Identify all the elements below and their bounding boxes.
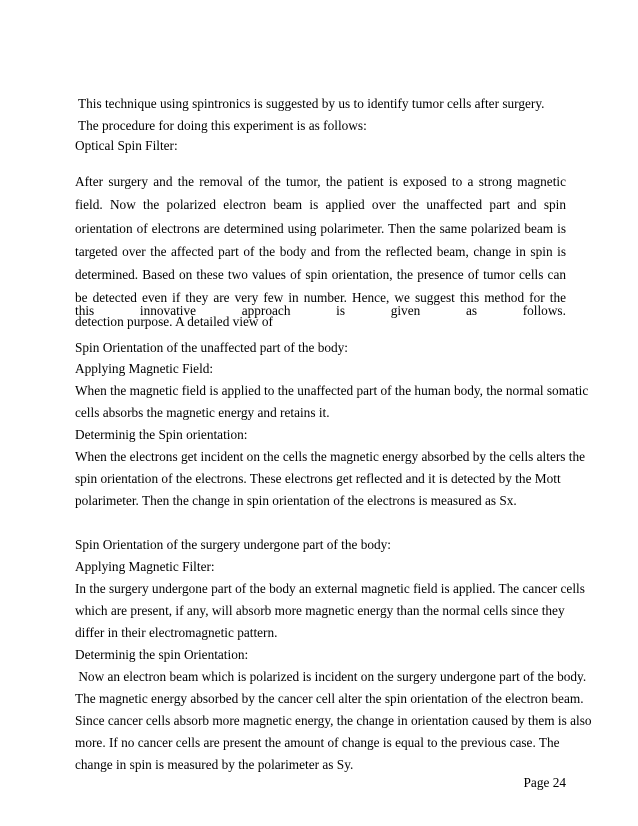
page-number: Page 24 <box>523 775 566 790</box>
subheading-determining-spin-2: Determinig the spin Orientation: <box>75 647 249 662</box>
word: innovative <box>139 303 197 318</box>
text-line: which are present, if any, will absorb more magnetic energy than the normal cells since they <box>75 603 565 618</box>
text-line: The magnetic energy absorbed by the cancer cell alter the spin orientation of the electron beam. <box>75 691 584 706</box>
intro-line-2: The procedure for doing this experiment is as follows: <box>78 118 367 133</box>
word: as <box>465 303 478 318</box>
subheading-applying-magnetic-field: Applying Magnetic Field: <box>75 361 214 376</box>
word: given <box>390 303 421 318</box>
word: this <box>75 303 95 318</box>
text-line: When the electrons get incident on the cells the magnetic energy absorbed by the cells alters the <box>75 449 586 464</box>
word: follows. <box>522 303 566 318</box>
text-line: polarimeter. Then the change in spin orientation of the electrons is measured as Sx. <box>75 493 517 508</box>
text-line: more. If no cancer cells are present the amount of change is equal to the previous case. The <box>75 735 560 750</box>
text-line: cells absorbs the magnetic energy and retains it. <box>75 405 330 420</box>
intro-line-1: This technique using spintronics is suggested by us to identify tumor cells after surgery. <box>78 96 545 111</box>
text-line: spin orientation of the electrons. These electrons get reflected and it is detected by the Mott <box>75 471 561 486</box>
text-line: Since cancer cells absorb more magnetic energy, the change in orientation caused by them is also <box>75 713 592 728</box>
text-line: When the magnetic field is applied to the unaffected part of the human body, the normal somatic <box>75 383 589 398</box>
text-line: change in spin is measured by the polarimeter as Sy. <box>75 757 354 772</box>
text-line: differ in their electromagnetic pattern. <box>75 625 278 640</box>
subheading-applying-magnetic-filter: Applying Magnetic Filter: <box>75 559 215 574</box>
paragraph-optical-spin-filter: After surgery and the removal of the tumor, the patient is exposed to a strong magnetic field. Now the polarized electron beam is applied over the unaffected part and spin orientation of electrons are determined using polarimeter. Then the same polarized beam is targeted over the affected part of the body and from the reflected beam, change in spin is determined. Based on these two values of spin orientation, the presence of tumor cells can be detected even if they are very few in number. Hence, we suggest this method for the detection purpose. A detailed view of <box>75 174 566 329</box>
word: is <box>336 303 346 318</box>
paragraph-last-line <box>75 303 566 319</box>
text-line: In the surgery undergone part of the body an external magnetic field is applied. The cancer cells <box>75 581 585 596</box>
section-heading-surgery: Spin Orientation of the surgery undergone part of the body: <box>75 537 391 552</box>
text-line: Now an electron beam which is polarized is incident on the surgery undergone part of the body. <box>75 669 587 684</box>
subheading-determining-spin: Determinig the Spin orientation: <box>75 427 248 442</box>
word: approach <box>241 303 291 318</box>
section-heading-unaffected: Spin Orientation of the unaffected part of the body: <box>75 340 349 355</box>
section-title-optical-spin-filter: Optical Spin Filter: <box>75 138 178 153</box>
